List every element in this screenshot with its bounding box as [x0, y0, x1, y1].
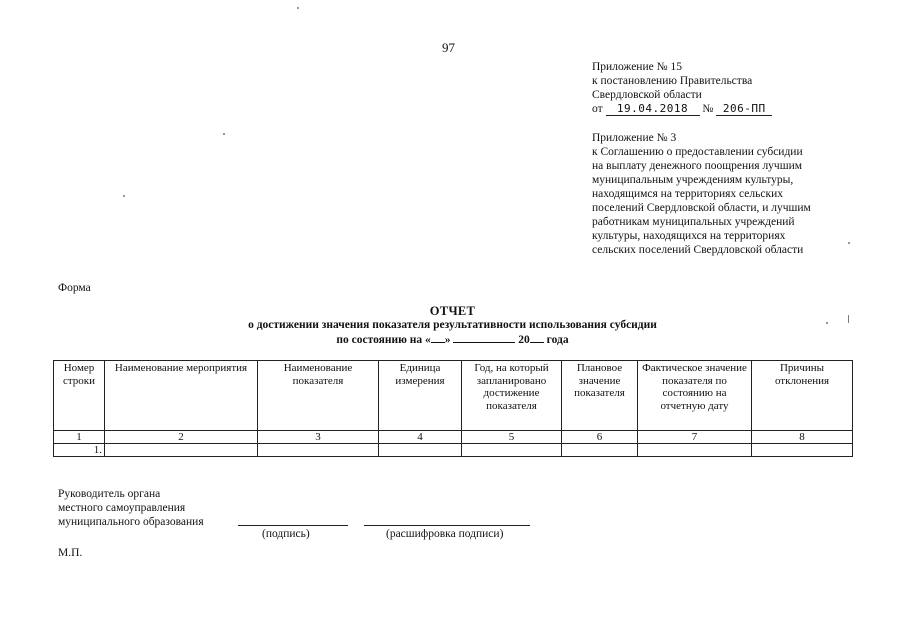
date-line-prefix: по состоянию на «: [336, 334, 431, 346]
table-header-row: [54, 361, 853, 431]
appendix-15-date-line: [592, 102, 772, 116]
report-table: [53, 360, 853, 457]
stamp-label: М.П.: [58, 547, 83, 559]
scan-speck: [223, 133, 225, 135]
column-number: 3: [258, 431, 379, 444]
signature-line: Руководитель органа: [58, 488, 161, 500]
appendix-3-block: [592, 131, 811, 257]
appendix-3-line: работникам муниципальных учреждений: [592, 216, 795, 228]
signature-caption: (подпись): [262, 528, 310, 540]
header-deviation-reasons: Причины отклонения: [752, 361, 853, 431]
scan-speck: [123, 195, 125, 197]
page-number: 97: [442, 40, 455, 55]
report-subtitle: о достижении значения показателя результативности использования субсидии: [248, 318, 657, 331]
form-label: Форма: [58, 282, 91, 294]
header-activity-name: Наименование мероприятия: [105, 361, 258, 431]
table-row: [54, 444, 853, 457]
month-blank: [453, 332, 515, 343]
appendix-3-line: сельских поселений Свердловской области: [592, 244, 804, 256]
signature-underline: [238, 525, 348, 526]
signature-decoding-caption: (расшифровка подписи): [386, 528, 504, 540]
date-line-quote: »: [444, 334, 451, 346]
report-date-line: [0, 332, 905, 348]
signature-block: [58, 487, 204, 529]
column-number: 2: [105, 431, 258, 444]
scan-speck: [848, 242, 850, 244]
table-cell: [258, 444, 379, 457]
column-number: 7: [638, 431, 752, 444]
table-cell: [752, 444, 853, 457]
column-number: 1: [54, 431, 105, 444]
scan-speck: [826, 322, 828, 324]
appendix-3-line: на выплату денежного поощрения лучшим: [592, 160, 803, 172]
appendix-3-line: находящимся на территориях сельских: [592, 188, 783, 200]
signature-line: местного самоуправления: [58, 502, 186, 514]
column-number: 5: [462, 431, 562, 444]
column-number: 4: [379, 431, 462, 444]
signature-line: муниципального образования: [58, 516, 204, 528]
header-planned-value: Плановое значение показателя: [562, 361, 638, 431]
table-cell-row-number: 1.: [54, 444, 105, 457]
table-cell: [638, 444, 752, 457]
report-title: ОТЧЕТ: [429, 304, 476, 318]
header-actual-value: Фактическое значение показателя по состоянию на отчетную дату: [638, 361, 752, 431]
date-prefix: от: [592, 103, 603, 115]
decree-date: 19.04.2018: [606, 103, 700, 116]
appendix-3-line: культуры, находящихся на территориях: [592, 230, 786, 242]
date-line-century: 20: [518, 334, 530, 346]
table-cell: [379, 444, 462, 457]
number-prefix: №: [702, 103, 714, 115]
table-cell: [562, 444, 638, 457]
signature-decoding-underline: [364, 525, 530, 526]
header-indicator-name: Наименование показателя: [258, 361, 379, 431]
appendix-3-line: к Соглашению о предоставлении субсидии: [592, 146, 803, 158]
header-row-number: Номер строки: [54, 361, 105, 431]
appendix-3-title: Приложение № 3: [592, 132, 677, 144]
appendix-15-line1: к постановлению Правительства: [592, 75, 753, 87]
report-title-block: [0, 305, 905, 348]
table-cell: [105, 444, 258, 457]
appendix-15-line2: Свердловской области: [592, 89, 702, 101]
header-unit: Единица измерения: [379, 361, 462, 431]
appendix-15-title: Приложение № 15: [592, 61, 682, 73]
header-target-year: Год, на который запланировано достижение показателя: [462, 361, 562, 431]
column-number-row: [54, 431, 853, 444]
date-line-suffix: года: [546, 334, 569, 346]
day-blank: [431, 332, 445, 343]
scan-speck: [297, 7, 299, 9]
appendix-15-block: [592, 60, 772, 116]
appendix-3-line: муниципальным учреждениям культуры,: [592, 174, 794, 186]
column-number: 8: [752, 431, 853, 444]
column-number: 6: [562, 431, 638, 444]
year-blank: [530, 332, 544, 343]
appendix-3-line: поселений Свердловской области, и лучшим: [592, 202, 811, 214]
table-cell: [462, 444, 562, 457]
scan-speck: [848, 315, 849, 323]
decree-number: 206-ПП: [716, 103, 772, 116]
